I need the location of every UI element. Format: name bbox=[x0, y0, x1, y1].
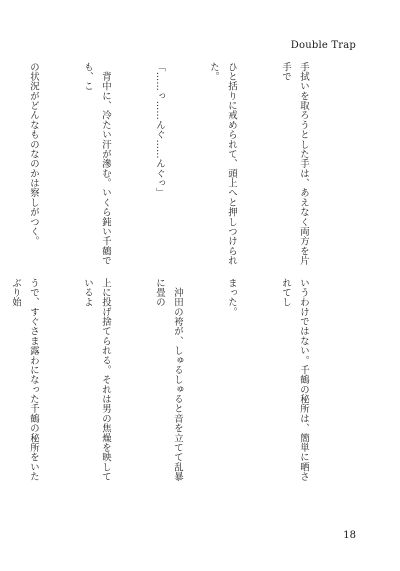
text-block-top bbox=[28, 62, 348, 268]
text-column: まった。 bbox=[226, 278, 237, 317]
text-column: 手拭いを取ろうとした手は、あえなく両方を片手で bbox=[280, 62, 309, 266]
text-column: の状況がどんなものなのかは察しがつく。 bbox=[28, 62, 39, 247]
page-number: 18 bbox=[343, 530, 356, 541]
running-title: Double Trap bbox=[290, 40, 356, 51]
text-column: ひと括りに戒められて、頭上へと押しつけられた。 bbox=[208, 62, 237, 266]
text-column: 沖田の袴が、しゅるしゅると音を立てて乱暴に畳の bbox=[154, 278, 183, 482]
text-column: 「……っ……んぐ……んぐっ」 bbox=[154, 62, 165, 198]
text-column: いうわけではない。千鶴の秘所は、簡単に晒されてし bbox=[280, 278, 309, 482]
text-column: 上に投げ捨てられる。それは男の焦燥を映しているよ bbox=[82, 278, 111, 482]
text-column: うで、すぐさま露わになった千鶴の秘所をいたぶり始 bbox=[10, 278, 39, 482]
text-column: 背中に、冷たい汗が滲む。いくら鈍い千鶴でも、こ bbox=[82, 62, 111, 266]
text-block-bottom bbox=[10, 278, 348, 488]
